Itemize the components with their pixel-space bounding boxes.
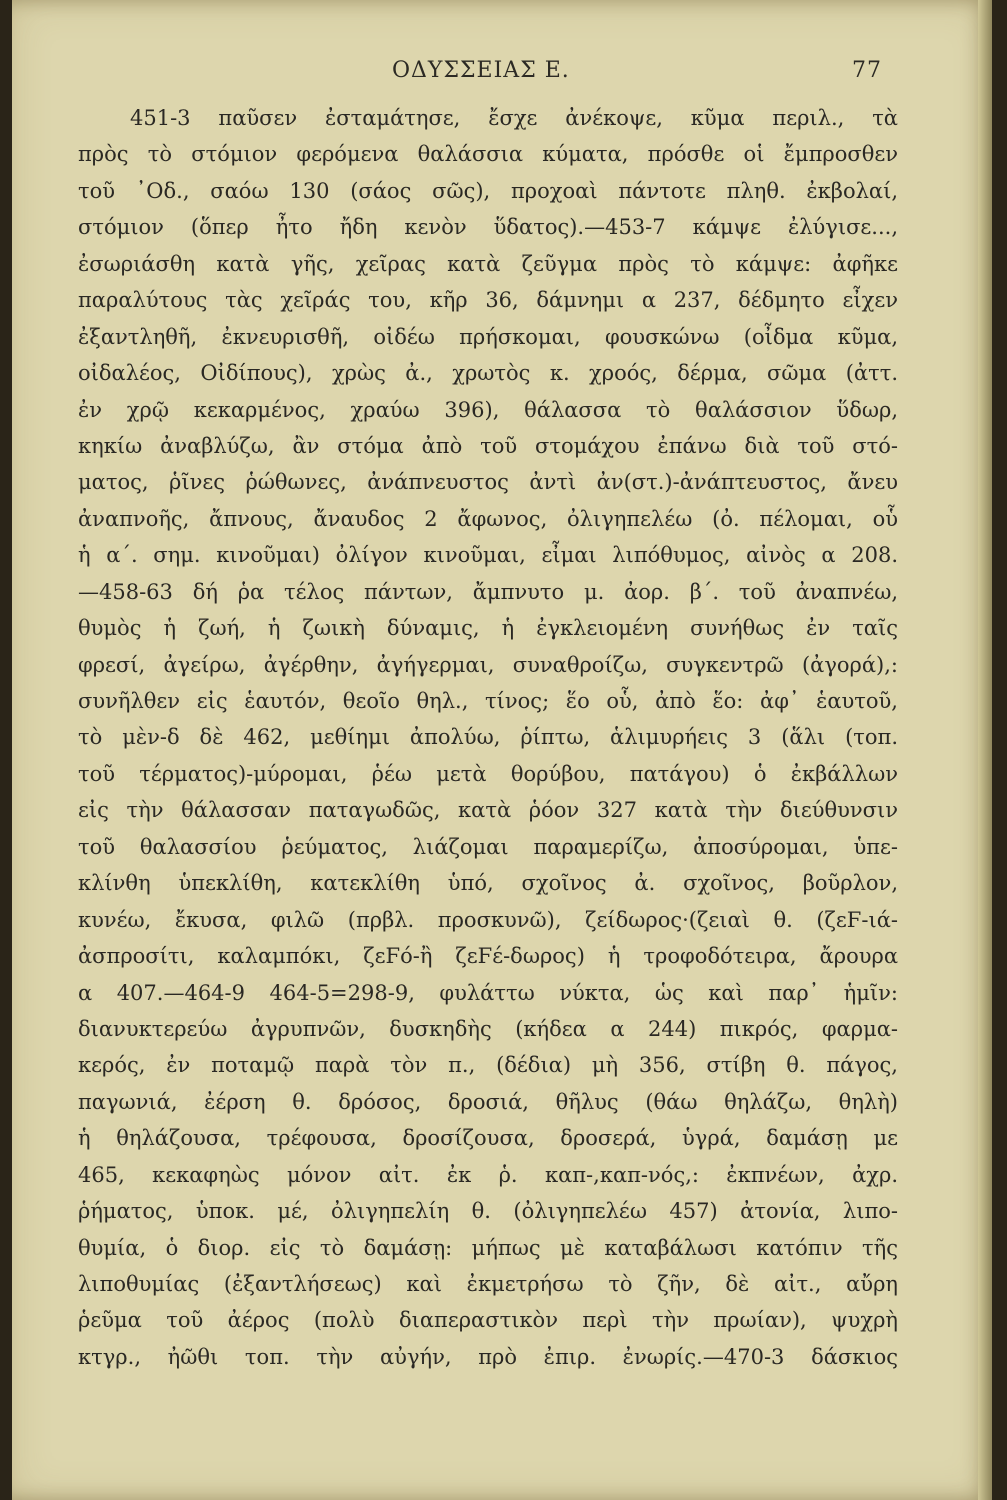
text-line: κλίνθη ὑπεκλίθη, κατεκλίθη ὑπό, σχοῖνος ἀ. σχοῖνος, βοῦρλον, bbox=[78, 871, 898, 896]
text-line: ῥεῦμα τοῦ ἀέρος (πολὺ διαπεραστικὸν περὶ τὴν πρωίαν), ψυχρὴ bbox=[78, 1308, 898, 1333]
page-edge-shadow bbox=[978, 0, 992, 1500]
text-line: ματος, ῥῖνες ῥώθωνες, ἀνάπνευστος ἀντὶ ἀν(στ.)-ἀνάπτευστος, ἄνευ bbox=[78, 470, 898, 495]
page-number: 77 bbox=[852, 58, 882, 83]
text-line: στόμιον (ὅπερ ἦτο ἤδη κενὸν ὕδατος).—453-7 κάμψε ἐλύγισε..., bbox=[78, 215, 898, 240]
text-line: 465, κεκαφηὼς μόνον αἰτ. ἐκ ῥ. καπ-,καπ-νός,: ἐκπνέων, ἀχρ. bbox=[78, 1162, 898, 1187]
text-line: θυμία, ὁ διορ. εἰς τὸ δαμάσῃ: μήπως μὲ καταβάλωσι κατόπιν τῆς bbox=[78, 1235, 898, 1260]
text-line: τοῦ τέρματος)-μύρομαι, ῥέω μετὰ θορύβου, πατάγου) ὁ ἐκβάλλων bbox=[78, 761, 898, 786]
text-line: κυνέω, ἔκυσα, φιλῶ (πρβλ. προσκυνῶ), ζείδωρος·(ζειαὶ θ. (ζεϜ-ιά- bbox=[78, 907, 898, 932]
text-line: εἰς τὴν θάλασσαν παταγωδῶς, κατὰ ῥόον 327 κατὰ τὴν διεύθυνσιν bbox=[78, 798, 898, 823]
text-line: κηκίω ἀναβλύζω, ἂν στόμα ἀπὸ τοῦ στομάχου ἐπάνω διὰ τοῦ στό- bbox=[78, 433, 898, 458]
text-line: ῥήματος, ὑποκ. μέ, ὀλιγηπελίη θ. (ὀλιγηπελέω 457) ἀτονία, λιπο- bbox=[78, 1199, 898, 1224]
text-line: ἐν χρῷ κεκαρμένος, χραύω 396), θάλασσα τὸ θαλάσσιον ὕδωρ, bbox=[78, 397, 898, 422]
text-line: ἀσπροσίτι, καλαμπόκι, ζεϜό-ἢ ζεϜέ-δωρος) ἡ τροφοδότειρα, ἄρουρα bbox=[78, 944, 898, 969]
commentary-text bbox=[78, 100, 898, 1412]
text-line: παραλύτους τὰς χεῖράς του, κῆρ 36, δάμνημι α 237, δέδμητο εἶχεν bbox=[78, 288, 898, 313]
text-line: παγωνιά, ἐέρση θ. δρόσος, δροσιά, θῆλυς (θάω θηλάζω, θηλὴ) bbox=[78, 1089, 898, 1114]
text-line bbox=[78, 1375, 898, 1411]
text-line: ἐσωριάσθη κατὰ γῆς, χεῖρας κατὰ ζεῦγμα πρὸς τὸ κάμψε: ἀφῆκε bbox=[78, 251, 898, 276]
text-line: συνῆλθεν εἰς ἑαυτόν, θεοῖο θηλ., τίνος; ἕο οὗ, ἀπὸ ἕο: ἀφ᾿ ἑαυτοῦ, bbox=[78, 689, 898, 713]
text-line: ἡ θηλάζουσα, τρέφουσα, δροσίζουσα, δροσερά, ὑγρά, δαμάσῃ με bbox=[78, 1126, 898, 1151]
text-line: ἀναπνοῆς, ἄπνους, ἄναυδος 2 ἄφωνος, ὀλιγηπελέω (ὀ. πέλομαι, οὗ bbox=[78, 506, 898, 531]
chapter-title: ΟΔΥΣΣΕΙΑΣ Ε. bbox=[392, 58, 570, 83]
text-line: λιποθυμίας (ἐξαντλήσεως) καὶ ἐκμετρήσω τὸ ζῆν, δὲ αἰτ., αὔρη bbox=[78, 1272, 898, 1296]
text-line: κτγρ., ἠῶθι τοπ. τὴν αὐγήν, πρὸ ἐπιρ. ἐνωρίς.—470-3 δάσκιος bbox=[78, 1344, 898, 1369]
text-line: —458-63 δή ῥα τέλος πάντων, ἄμπνυτο μ. ἀορ. β΄. τοῦ ἀναπνέω, bbox=[78, 579, 898, 604]
text-line: τὸ μὲν-δ δὲ 462, μεθίημι ἀπολύω, ῥίπτω, ἁλιμυρήεις 3 (ἅλι (τοπ. bbox=[78, 725, 898, 750]
text-line: 451-3 παῦσεν ἐσταμάτησε, ἔσχε ἀνέκοψε, κῦμα περιλ., τὰ bbox=[130, 106, 898, 130]
text-line: πρὸς τὸ στόμιον φερόμενα θαλάσσια κύματα, πρόσθε οἱ ἔμπροσθεν bbox=[78, 142, 898, 167]
text-line: διανυκτερεύω ἀγρυπνῶν, δυσκηδὴς (κήδεα α 244) πικρός, φαρμα- bbox=[78, 1016, 898, 1041]
book-page bbox=[12, 0, 992, 1500]
text-line: οἰδαλέος, Οἰδίπους), χρὼς ἀ., χρωτὸς κ. χροός, δέρμα, σῶμα (ἀττ. bbox=[78, 361, 898, 386]
text-line: α 407.—464-9 464-5=298-9, φυλάττω νύκτα, ὡς καὶ παρ᾿ ἡμῖν: bbox=[78, 980, 898, 1005]
text-line: κερός, ἐν ποταμῷ παρὰ τὸν π., (δέδια) μὴ 356, στίβη θ. πάγος, bbox=[78, 1053, 898, 1078]
text-line: φρεσί, ἀγείρω, ἀγέρθην, ἀγήγερμαι, συναθροίζω, συγκεντρῶ (ἀγορά),: bbox=[78, 652, 898, 677]
text-line: ἡ α΄. σημ. κινοῦμαι) ὀλίγον κινοῦμαι, εἶμαι λιπόθυμος, αἰνὸς α 208. bbox=[78, 543, 898, 568]
text-line: θυμὸς ἡ ζωή, ἡ ζωικὴ δύναμις, ἡ ἐγκλειομένη συνήθως ἐν ταῖς bbox=[78, 616, 898, 641]
text-line: ἐξαντληθῆ, ἐκνευρισθῆ, οἰδέω πρήσκομαι, φουσκώνω (οἶδμα κῦμα, bbox=[78, 324, 898, 349]
text-line: τοῦ θαλασσίου ῥεύματος, λιάζομαι παραμερίζω, ἀποσύρομαι, ὑπε- bbox=[78, 834, 898, 859]
text-line: τοῦ ᾿Οδ., σαόω 130 (σάος σῶς), προχοαὶ πάντοτε πληθ. ἐκβολαί, bbox=[78, 178, 898, 203]
